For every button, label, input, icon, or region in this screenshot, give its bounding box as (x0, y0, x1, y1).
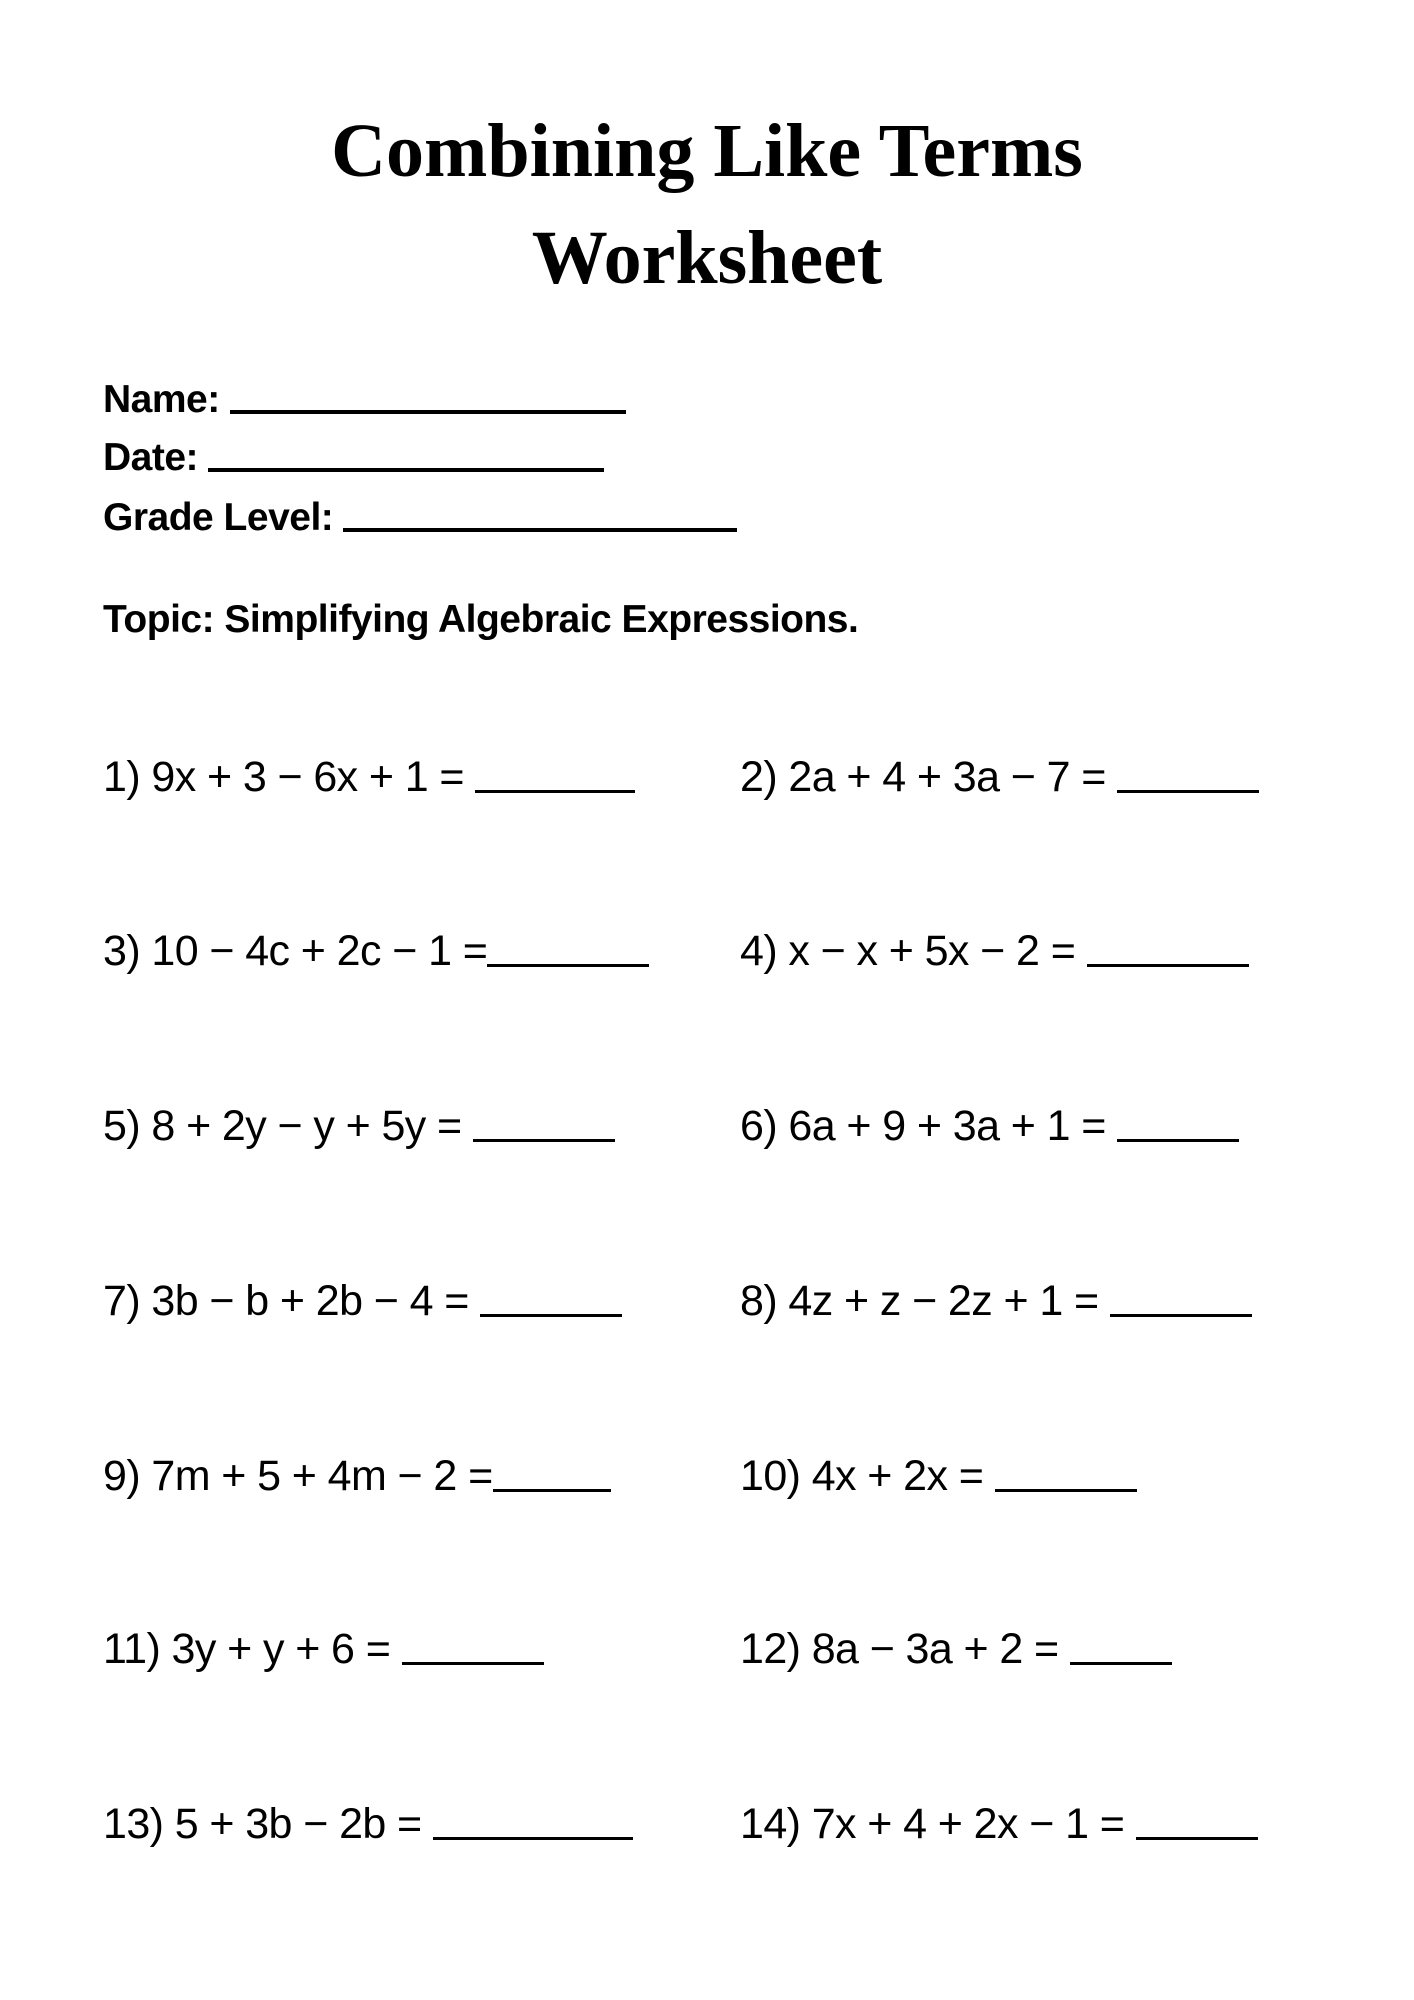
problem-number: 3) (103, 927, 141, 975)
problem-5 (103, 1102, 615, 1150)
problem-number: 12) (740, 1625, 801, 1673)
name-field (103, 380, 626, 419)
problem-number: 8) (740, 1277, 778, 1325)
problem-2 (740, 753, 1259, 801)
problem-number: 11) (103, 1625, 161, 1673)
answer-blank[interactable] (1110, 1314, 1252, 1317)
problem-number: 1) (103, 753, 141, 801)
problem-expression: 9x + 3 − 6x + 1 = (151, 753, 464, 801)
problem-expression: 3y + y + 6 = (171, 1625, 391, 1673)
grade-level-field (103, 498, 737, 537)
date-blank-line[interactable] (208, 468, 604, 472)
answer-blank[interactable] (1070, 1662, 1172, 1665)
problem-expression: 4z + z − 2z + 1 = (788, 1277, 1099, 1325)
problem-number: 10) (740, 1452, 801, 1500)
problem-14 (740, 1800, 1258, 1848)
problem-expression: 7m + 5 + 4m − 2 = (151, 1452, 493, 1500)
problem-expression: 8 + 2y − y + 5y = (151, 1102, 462, 1150)
answer-blank[interactable] (1136, 1837, 1258, 1840)
grade-level-blank-line[interactable] (343, 528, 737, 532)
worksheet-title-line-2: Worksheet (531, 216, 883, 300)
problem-number: 7) (103, 1277, 141, 1325)
problem-number: 2) (740, 753, 778, 801)
problem-4 (740, 927, 1249, 975)
grade-level-label: Grade Level: (103, 496, 334, 539)
answer-blank[interactable] (995, 1489, 1137, 1492)
name-label: Name: (103, 378, 220, 421)
problem-expression: 6a + 9 + 3a + 1 = (788, 1102, 1106, 1150)
answer-blank[interactable] (1117, 790, 1259, 793)
problem-number: 9) (103, 1452, 141, 1500)
answer-blank[interactable] (480, 1314, 622, 1317)
problem-10 (740, 1452, 1137, 1500)
problem-3 (103, 927, 649, 975)
problem-1 (103, 753, 635, 801)
answer-blank[interactable] (1117, 1139, 1239, 1142)
problem-expression: 10 − 4c + 2c − 1 = (151, 927, 488, 975)
problem-number: 5) (103, 1102, 141, 1150)
problem-12 (740, 1625, 1172, 1673)
date-field (103, 438, 604, 477)
name-blank-line[interactable] (230, 410, 626, 414)
problem-expression: 3b − b + 2b − 4 = (151, 1277, 469, 1325)
answer-blank[interactable] (1087, 964, 1249, 967)
answer-blank[interactable] (433, 1837, 633, 1840)
topic-heading: Topic: Simplifying Algebraic Expressions. (103, 598, 859, 641)
problem-11 (103, 1625, 544, 1673)
problem-expression: 4x + 2x = (811, 1452, 984, 1500)
problem-expression: 5 + 3b − 2b = (174, 1800, 422, 1848)
problem-number: 4) (740, 927, 778, 975)
problem-expression: 7x + 4 + 2x − 1 = (811, 1800, 1125, 1848)
problem-6 (740, 1102, 1239, 1150)
problem-number: 14) (740, 1800, 801, 1848)
answer-blank[interactable] (473, 1139, 615, 1142)
date-label: Date: (103, 436, 199, 479)
problem-9 (103, 1452, 611, 1500)
problem-number: 13) (103, 1800, 164, 1848)
answer-blank[interactable] (487, 964, 649, 967)
problem-7 (103, 1277, 622, 1325)
problem-13 (103, 1800, 633, 1848)
problem-expression: 8a − 3a + 2 = (811, 1625, 1059, 1673)
problem-expression: x − x + 5x − 2 = (788, 927, 1076, 975)
worksheet-title-line-1: Combining Like Terms (331, 109, 1083, 193)
problem-8 (740, 1277, 1252, 1325)
answer-blank[interactable] (493, 1489, 611, 1492)
problem-expression: 2a + 4 + 3a − 7 = (788, 753, 1106, 801)
answer-blank[interactable] (402, 1662, 544, 1665)
problem-number: 6) (740, 1102, 778, 1150)
answer-blank[interactable] (475, 790, 635, 793)
